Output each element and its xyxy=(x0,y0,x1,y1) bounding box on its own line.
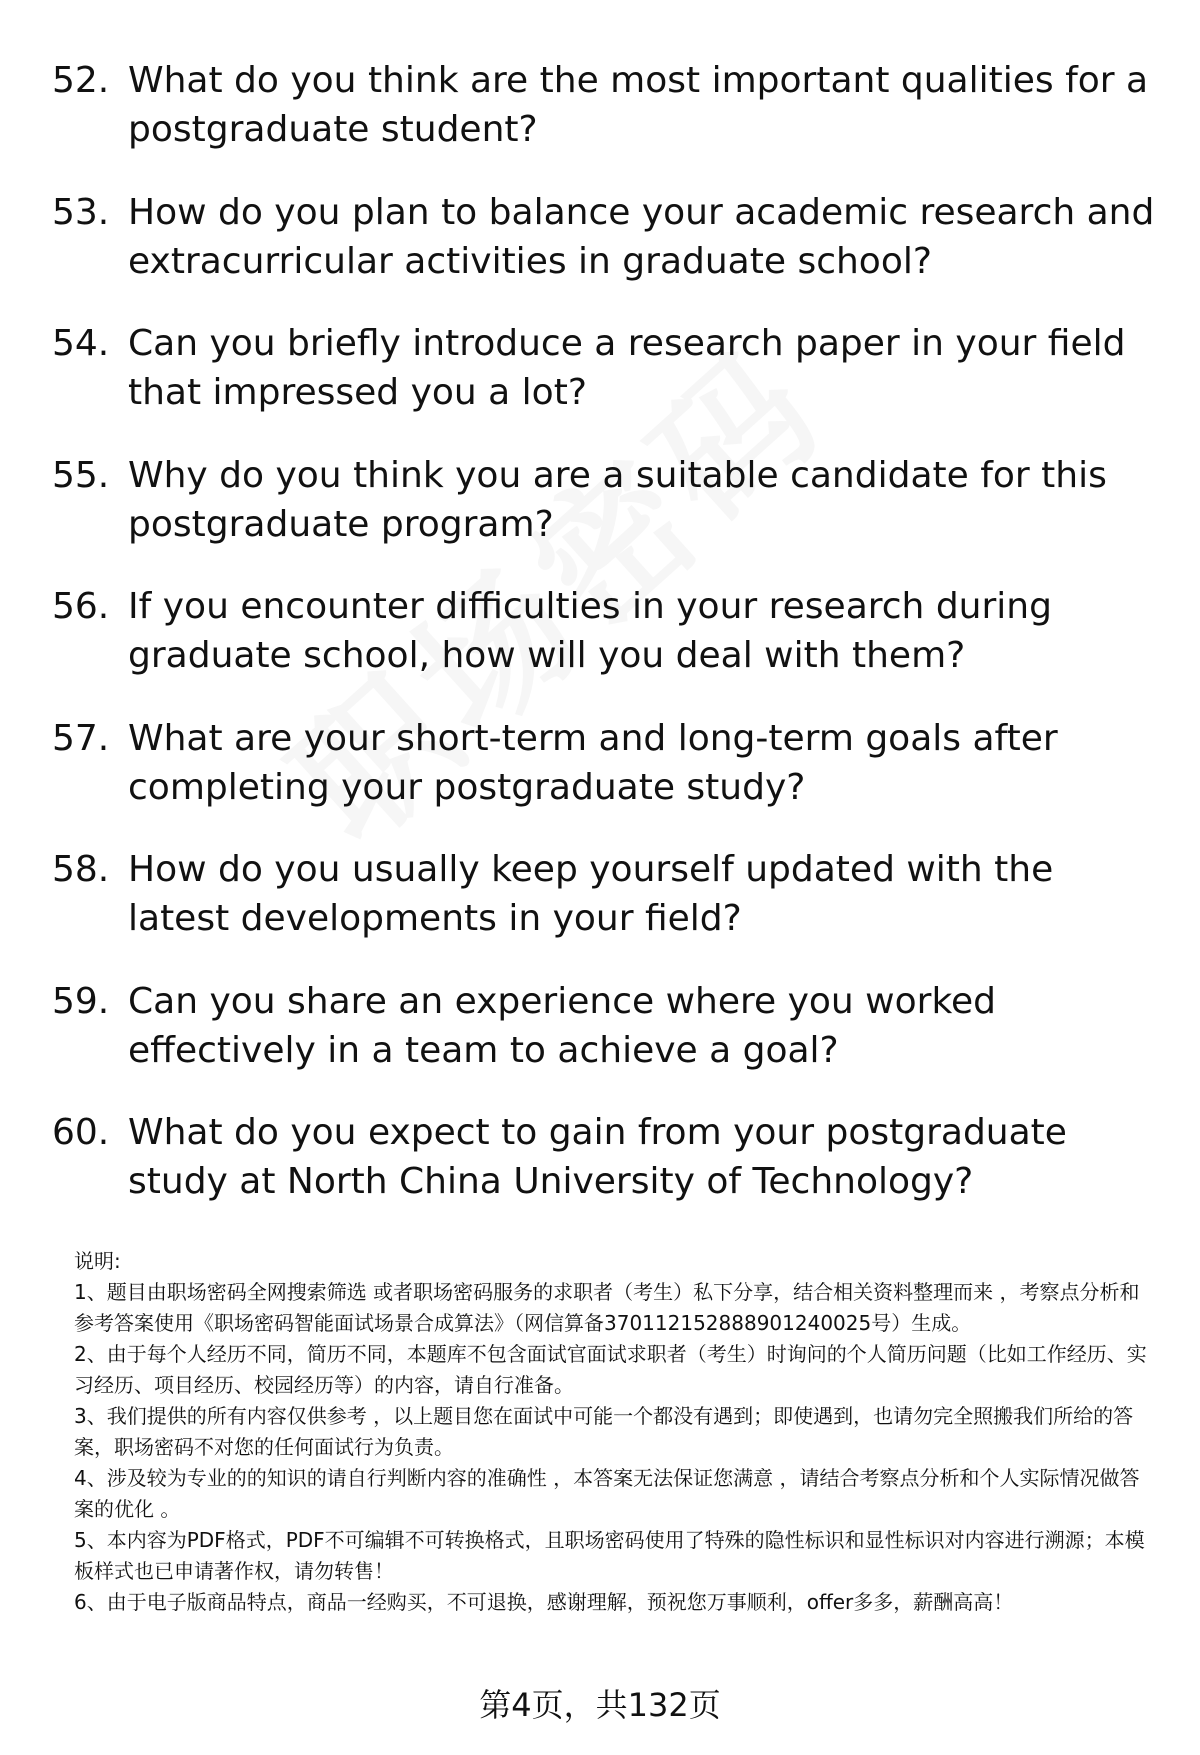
note-item: 6、由于电子版商品特点，商品一经购买，不可退换，感谢理解，预祝您万事顺利，offer多多，薪酬高高！ xyxy=(74,1590,1014,1614)
question-item xyxy=(52,582,1162,714)
note-item: 2、由于每个人经历不同，简历不同，本题库不包含面试官面试求职者（考生）时询问的个人简历问题（比如工作经历、实习经历、项目经历、校园经历等）的内容，请自行准备。 xyxy=(74,1342,1147,1397)
question-item xyxy=(52,714,1162,846)
question-text: Can you briefly introduce a research paper in your field that impressed you a lot? xyxy=(128,323,1126,413)
question-text: How do you plan to balance your academic research and extracurricular activities in graduate school? xyxy=(128,191,1155,282)
note-item: 1、题目由职场密码全网搜索筛选 或者职场密码服务的求职者（考生）私下分享，结合相关资料整理而来 ，考察点分析和参考答案使用《职场密码智能面试场景合成算法》（网信算备370112152888901240025号）生成。 xyxy=(74,1280,1140,1335)
notes-section xyxy=(74,1246,1154,1618)
question-item xyxy=(52,1108,1162,1240)
question-number: 54. xyxy=(52,323,110,364)
page-number: 第4页，共132页 xyxy=(479,1686,721,1724)
question-item xyxy=(52,451,1162,583)
question-item xyxy=(52,56,1162,188)
notes-heading: 说明: xyxy=(74,1249,121,1273)
question-number: 52. xyxy=(52,60,110,101)
note-item: 3、我们提供的所有内容仅供参考 ，以上题目您在面试中可能一个都没有遇到；即使遇到，也请勿完全照搬我们所给的答案，职场密码不对您的任何面试行为负责。 xyxy=(74,1404,1134,1459)
question-number: 57. xyxy=(52,717,110,759)
question-number: 60. xyxy=(52,1112,110,1153)
question-text: How do you usually keep yourself updated with the latest developments in your field? xyxy=(128,849,1054,939)
question-item xyxy=(52,319,1162,451)
question-text: Why do you think you are a suitable candidate for this postgraduate program? xyxy=(128,454,1107,545)
question-text: If you encounter difficulties in your research during graduate school, how will you deal with them? xyxy=(128,586,1052,676)
question-text: What do you think are the most important qualities for a postgraduate student? xyxy=(128,60,1149,150)
question-number: 53. xyxy=(52,191,110,233)
question-number: 55. xyxy=(52,454,110,496)
question-number: 59. xyxy=(52,980,110,1022)
question-item xyxy=(52,845,1162,977)
question-number: 56. xyxy=(52,586,110,627)
question-text: What are your short-term and long-term goals after completing your postgraduate study? xyxy=(128,717,1058,808)
question-text: Can you share an experience where you worked effectively in a team to achieve a goal? xyxy=(128,980,997,1071)
question-text: What do you expect to gain from your postgraduate study at North China University of Technology? xyxy=(128,1112,1067,1202)
question-item xyxy=(52,977,1162,1109)
question-item xyxy=(52,188,1162,320)
question-list xyxy=(52,56,1162,1240)
note-item: 4、涉及较为专业的的知识的请自行判断内容的准确性 ，本答案无法保证您满意 ，请结合考察点分析和个人实际情况做答案的优化 。 xyxy=(74,1466,1140,1521)
note-item: 5、本内容为PDF格式，PDF不可编辑不可转换格式，且职场密码使用了特殊的隐性标识和显性标识对内容进行溯源；本模板样式也已申请著作权，请勿转售！ xyxy=(74,1528,1145,1583)
question-number: 58. xyxy=(52,849,110,890)
